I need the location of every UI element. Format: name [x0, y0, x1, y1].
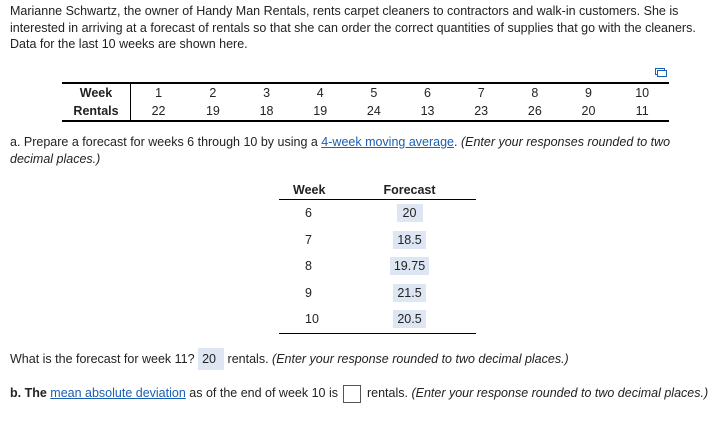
forecast-value-header: Forecast	[343, 180, 476, 200]
mad-link[interactable]: mean absolute deviation	[50, 386, 186, 400]
week-11-answer-field[interactable]: 20	[198, 348, 224, 370]
part-b-unit: rentals.	[366, 386, 408, 400]
week-11-unit: rentals.	[227, 352, 269, 366]
forecast-week-cell: 9	[305, 285, 312, 300]
week-cell: 4	[293, 83, 347, 102]
forecast-answer-field[interactable]: 21.5	[393, 284, 425, 302]
week-row	[62, 83, 669, 102]
rentals-cell: 13	[401, 102, 455, 121]
week-cell: 7	[454, 83, 508, 102]
rentals-cell: 19	[293, 102, 347, 121]
part-a-hint: (Enter your responses rounded to two decimal places.)	[10, 135, 671, 166]
rentals-data-table	[62, 82, 669, 122]
forecast-answer-field[interactable]: 20	[397, 204, 423, 222]
rentals-cell: 11	[615, 102, 669, 121]
rentals-cell: 18	[240, 102, 294, 121]
moving-average-link[interactable]: 4-week moving average	[321, 135, 455, 149]
forecast-week-cell: 10	[279, 306, 343, 333]
week-cell: 3	[240, 83, 294, 102]
week-cell: 6	[401, 83, 455, 102]
intro-text: Marianne Schwartz, the owner of Handy Man Rentals, rents carpet cleaners to contractors and walk-in customers. She is interested in arriving at a forecast of rentals so that she can order the correct quantities of supplies that go with the cleaners. Data for the last 10 weeks are shown here.	[10, 4, 696, 51]
week-cell: 5	[347, 83, 401, 102]
rentals-row	[62, 102, 669, 121]
rentals-cell: 22	[131, 102, 187, 121]
table-row	[279, 280, 476, 307]
forecast-week-cell: 7	[305, 232, 312, 247]
week-cell: 2	[186, 83, 240, 102]
part-a-suffix: .	[454, 135, 461, 149]
week-cell: 9	[562, 83, 616, 102]
table-row	[279, 227, 476, 254]
forecast-answer-field[interactable]: 20.5	[393, 310, 425, 328]
part-b-hint: (Enter your response rounded to two decimal places.)	[411, 386, 709, 400]
part-a-prefix: a. Prepare a forecast for weeks 6 through 10 by using a	[10, 135, 322, 149]
week-11-question	[10, 348, 569, 370]
rentals-cell: 23	[454, 102, 508, 121]
forecast-table	[279, 180, 476, 334]
week-cell: 10	[615, 83, 669, 102]
week-11-hint: (Enter your response rounded to two decimal places.)	[272, 352, 569, 366]
forecast-week-header: Week	[279, 180, 343, 200]
forecast-week-cell: 6	[305, 206, 312, 221]
week-cell: 1	[131, 83, 187, 102]
part-a-prompt	[10, 134, 715, 167]
rentals-cell: 24	[347, 102, 401, 121]
rentals-cell: 26	[508, 102, 562, 121]
table-row	[279, 253, 476, 280]
rentals-cell: 19	[186, 102, 240, 121]
part-b-prompt	[10, 384, 715, 403]
forecast-week-cell: 8	[305, 259, 312, 274]
week-cell: 8	[508, 83, 562, 102]
table-row	[279, 200, 476, 227]
rentals-row-header: Rentals	[62, 102, 131, 121]
week-11-prefix: What is the forecast for week 11?	[10, 352, 195, 366]
forecast-answer-field[interactable]: 18.5	[393, 231, 425, 249]
part-b-middle: as of the end of week 10 is	[185, 386, 338, 400]
forecast-answer-field[interactable]: 19.75	[390, 257, 429, 275]
week-row-header: Week	[62, 83, 131, 102]
mad-input[interactable]	[343, 385, 361, 403]
copy-icon[interactable]	[655, 68, 667, 77]
table-row	[279, 306, 476, 333]
part-b-prefix: b. The	[10, 386, 51, 400]
rentals-cell: 20	[562, 102, 616, 121]
